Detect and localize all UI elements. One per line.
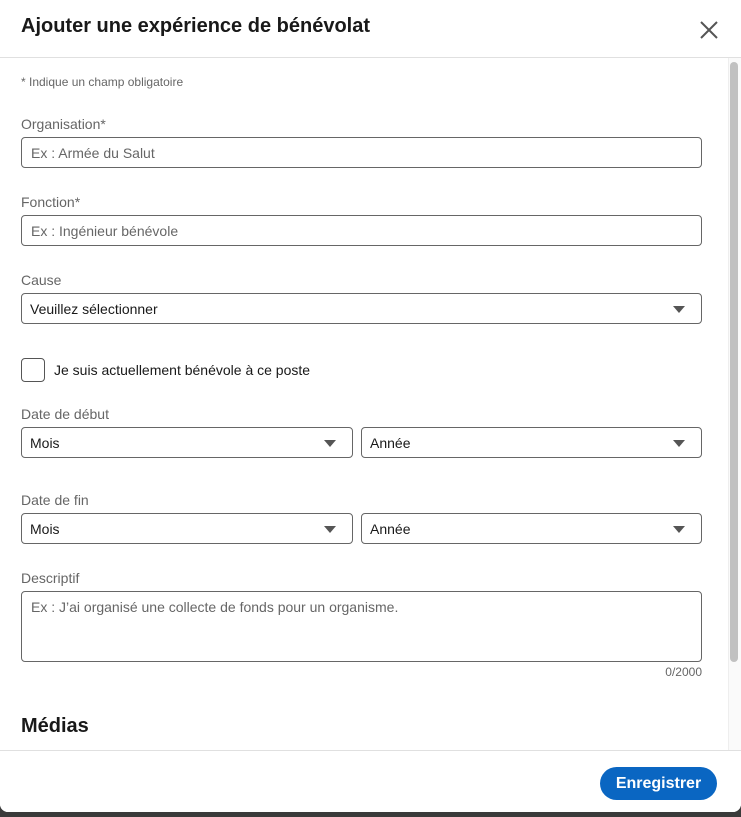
chevron-down-icon <box>324 440 336 447</box>
end-month-value: Mois <box>30 521 60 537</box>
close-icon[interactable] <box>696 17 722 43</box>
chevron-down-icon <box>673 526 685 533</box>
character-counter: 0/2000 <box>665 665 702 679</box>
media-heading: Médias <box>21 715 89 737</box>
start-month-select[interactable] <box>21 427 353 458</box>
save-button[interactable]: Enregistrer <box>600 767 717 800</box>
description-label: Descriptif <box>21 570 80 586</box>
start-month-value: Mois <box>30 435 60 451</box>
dialog-footer <box>0 750 741 812</box>
start-date-label: Date de début <box>21 406 109 422</box>
start-year-select[interactable] <box>361 427 702 458</box>
current-volunteer-label[interactable]: Je suis actuellement bénévole à ce poste <box>54 362 311 378</box>
fonction-input[interactable]: Ex : Ingénieur bénévole <box>21 215 702 246</box>
form-body <box>0 58 728 750</box>
chevron-down-icon <box>673 440 685 447</box>
cause-value: Veuillez sélectionner <box>30 301 158 317</box>
description-textarea[interactable]: Ex : J’ai organisé une collecte de fonds pour un organisme. <box>21 591 702 662</box>
end-date-label: Date de fin <box>21 492 89 508</box>
start-year-value: Année <box>370 435 411 451</box>
organisation-input[interactable]: Ex : Armée du Salut <box>21 137 702 168</box>
current-volunteer-checkbox[interactable] <box>21 358 45 382</box>
end-year-select[interactable] <box>361 513 702 544</box>
end-month-select[interactable] <box>21 513 353 544</box>
fonction-label: Fonction* <box>21 194 81 210</box>
chevron-down-icon <box>673 306 685 313</box>
cause-select[interactable] <box>21 293 702 324</box>
end-year-value: Année <box>370 521 411 537</box>
required-note: * Indique un champ obligatoire <box>21 75 184 89</box>
cause-label: Cause <box>21 272 62 288</box>
scrollbar-thumb[interactable] <box>730 62 738 662</box>
dialog-title: Ajouter une expérience de bénévolat <box>21 15 370 37</box>
chevron-down-icon <box>324 526 336 533</box>
dialog-header <box>0 0 741 58</box>
organisation-label: Organisation* <box>21 116 106 132</box>
